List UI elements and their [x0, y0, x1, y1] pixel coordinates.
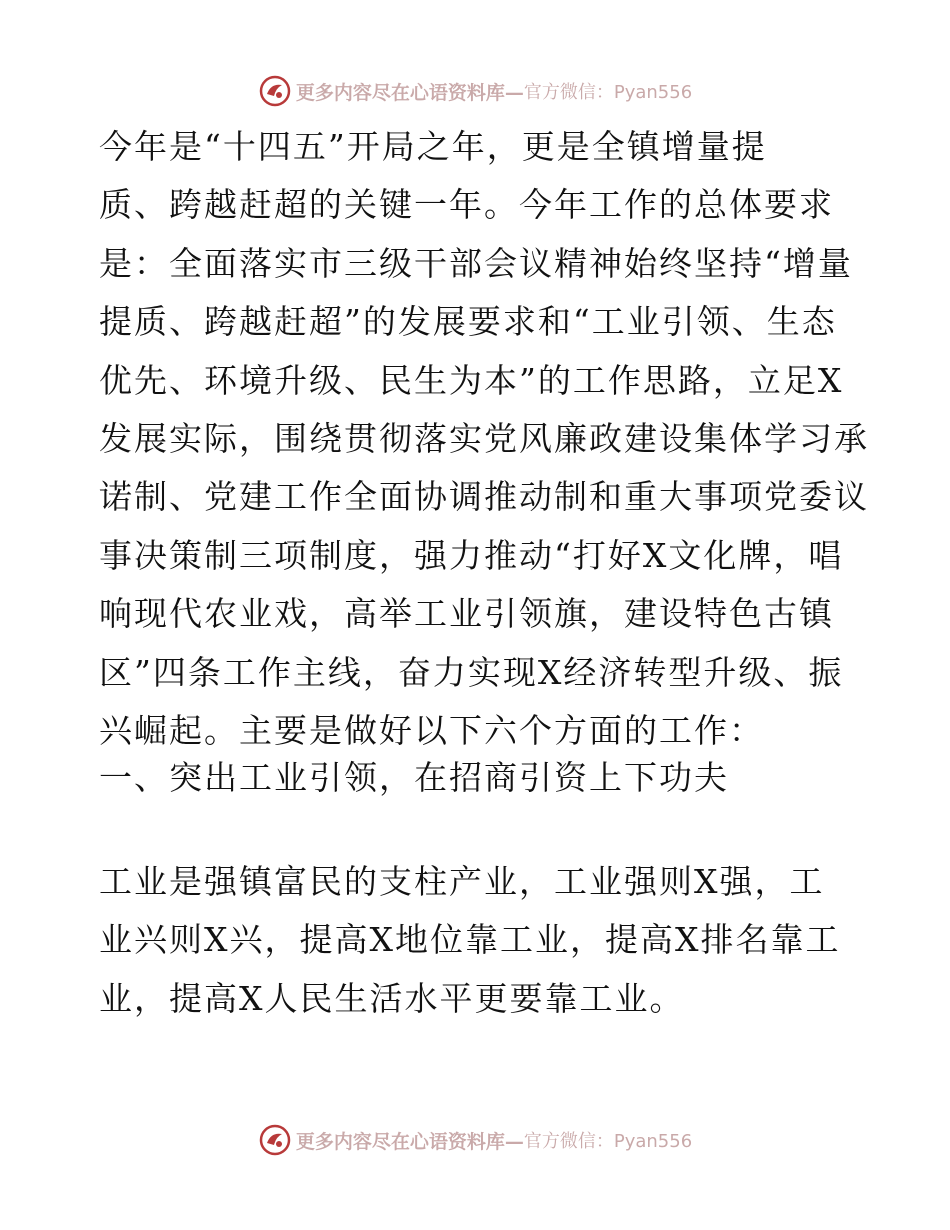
watermark-brand-text: 更多内容尽在心语资料库—	[295, 81, 524, 104]
watermark-contact-text: 官方微信：Pyan556	[523, 82, 693, 103]
section-heading	[99, 749, 859, 807]
watermark-contact-text: 官方微信：Pyan556	[523, 1131, 693, 1152]
paragraph-line: 响现代农业戏，高举工业引领旗，建设特色古镇	[99, 594, 834, 634]
section-heading-text: 一、突出工业引领，在招商引资上下功夫	[99, 758, 729, 797]
paragraph-line: 工业是强镇富民的支柱产业，工业强则X强，工	[99, 862, 825, 901]
intro-paragraph	[99, 118, 869, 760]
paragraph-line: 诺制、党建工作全面协调推动制和重大事项党委议	[99, 477, 869, 517]
paragraph-line: 业，提高X人民生活水平更要靠工业。	[99, 978, 685, 1018]
paragraph-line: 提质、跨越赶超”的发展要求和“工业引领、生态	[99, 302, 837, 342]
paragraph-line: 区”四条工作主线，奋力实现X经济转型升级、振	[99, 652, 844, 692]
footer-watermark	[0, 1120, 950, 1160]
header-watermark	[0, 71, 950, 111]
section-paragraph	[99, 853, 859, 1028]
brand-logo-icon	[258, 74, 292, 108]
paragraph-line: 业兴则X兴，提高X地位靠工业，提高X排名靠工	[99, 920, 841, 960]
paragraph-line: 兴崛起。主要是做好以下六个方面的工作：	[99, 710, 764, 750]
paragraph-line: 事决策制三项制度，强力推动“打好X文化牌，唱	[99, 535, 844, 575]
watermark-brand-text: 更多内容尽在心语资料库—	[295, 1130, 524, 1153]
brand-logo-icon	[258, 1123, 292, 1157]
paragraph-line: 质、跨越赶超的关键一年。今年工作的总体要求	[99, 185, 834, 225]
paragraph-line: 今年是“十四五”开局之年，更是全镇增量提	[99, 127, 767, 166]
paragraph-line: 发展实际，围绕贯彻落实党风廉政建设集体学习承	[99, 418, 869, 458]
paragraph-line: 优先、环境升级、民生为本”的工作思路，立足X	[99, 360, 844, 400]
paragraph-line: 是：全面落实市三级干部会议精神始终坚持“增量	[99, 243, 853, 283]
